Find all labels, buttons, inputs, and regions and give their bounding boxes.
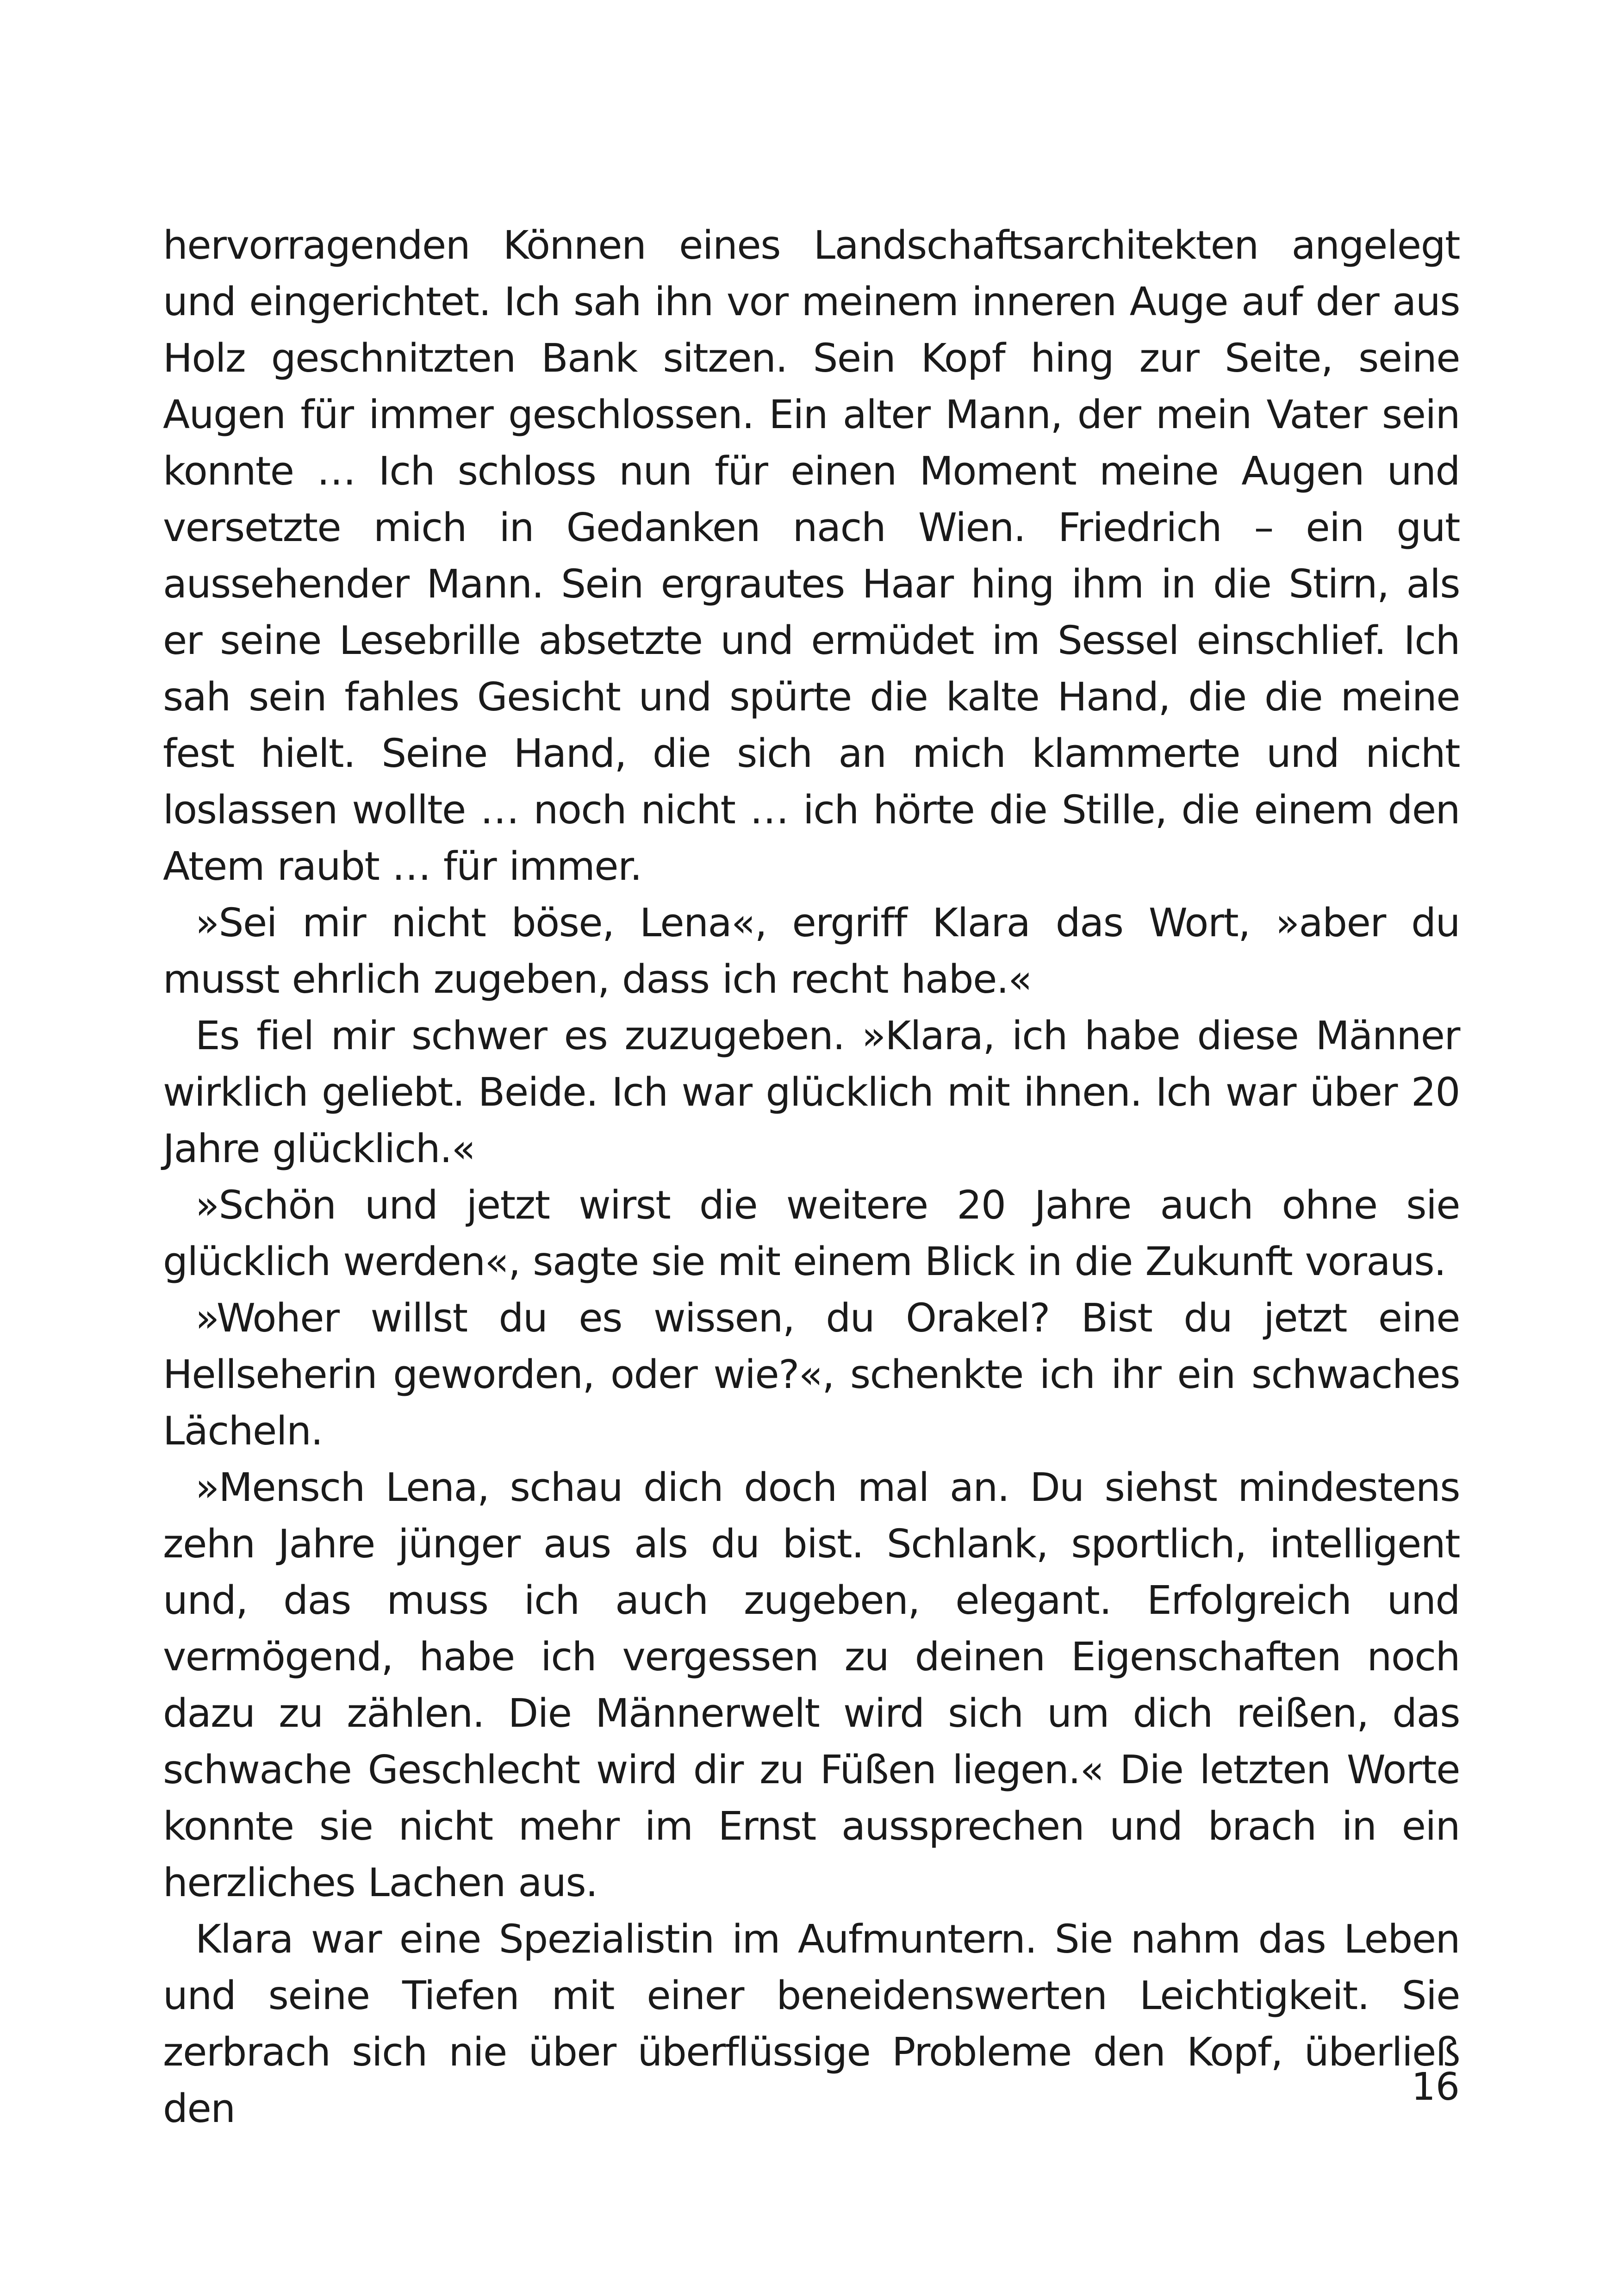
paragraph-dialogue: Es fiel mir schwer es zuzugeben. »Klara, ich habe diese Männer wirklich geliebt. Beide. Ich war glücklich mit ihnen. Ich war über 20 Jahre glücklich.« [163, 1013, 1460, 1172]
body-text [163, 218, 1460, 2137]
page-number: 16 [1411, 2065, 1460, 2109]
paragraph-continuation: hervorragenden Können eines Landschaftsarchitekten angelegt und eingerichtet. Ich sah ihn vor meinem inneren Auge auf der aus Holz geschnitzten Bank sitzen. Sein Kopf hing zur Seite, seine Augen für immer geschlossen. Ein alter Mann, der mein Vater sein konnte … Ich schloss nun für einen Moment meine Augen und versetzte mich in Gedanken nach Wien. Friedrich – ein gut aussehender Mann. Sein ergrautes Haar hing ihm in die Stirn, als er seine Lesebrille absetzte und ermüdet im Sessel einschlief. Ich sah sein fahles Gesicht und spürte die kalte Hand, die die meine fest hielt. Seine Hand, die sich an mich klammerte und nicht loslassen wollte … noch nicht … ich hörte die Stille, die einem den Atem raubt … für immer. [163, 223, 1460, 890]
paragraph-dialogue: »Mensch Lena, schau dich doch mal an. Du siehst mindestens zehn Jahre jünger aus als du bist. Schlank, sportlich, intelligent und, das muss ich auch zugeben, elegant. Erfolgreich und vermögend, habe ich vergessen zu deinen Eigenschaften noch dazu zu zählen. Die Männerwelt wird sich um dich reißen, das schwache Geschlecht wird dir zu Füßen liegen.« Die letzten Worte konnte sie nicht mehr im Ernst aussprechen und brach in ein herzliches Lachen aus. [163, 1465, 1460, 1906]
paragraph-dialogue: »Woher willst du es wissen, du Orakel? Bist du jetzt eine Hellseherin geworden, oder wie?«, schenkte ich ihr ein schwaches Lächeln. [163, 1295, 1460, 1454]
paragraph-dialogue: »Schön und jetzt wirst die weitere 20 Jahre auch ohne sie glücklich werden«, sagte sie mit einem Blick in die Zukunft voraus. [163, 1182, 1460, 1285]
paragraph-dialogue: »Sei mir nicht böse, Lena«, ergriff Klara das Wort, »aber du musst ehrlich zugeben, dass ich recht habe.« [163, 900, 1460, 1002]
paragraph-narration: Klara war eine Spezialistin im Aufmuntern. Sie nahm das Leben und seine Tiefen mit einer beneidenswerten Leichtigkeit. Sie zerbrach sich nie über überflüssige Probleme den Kopf, überließ den [163, 1916, 1460, 2132]
